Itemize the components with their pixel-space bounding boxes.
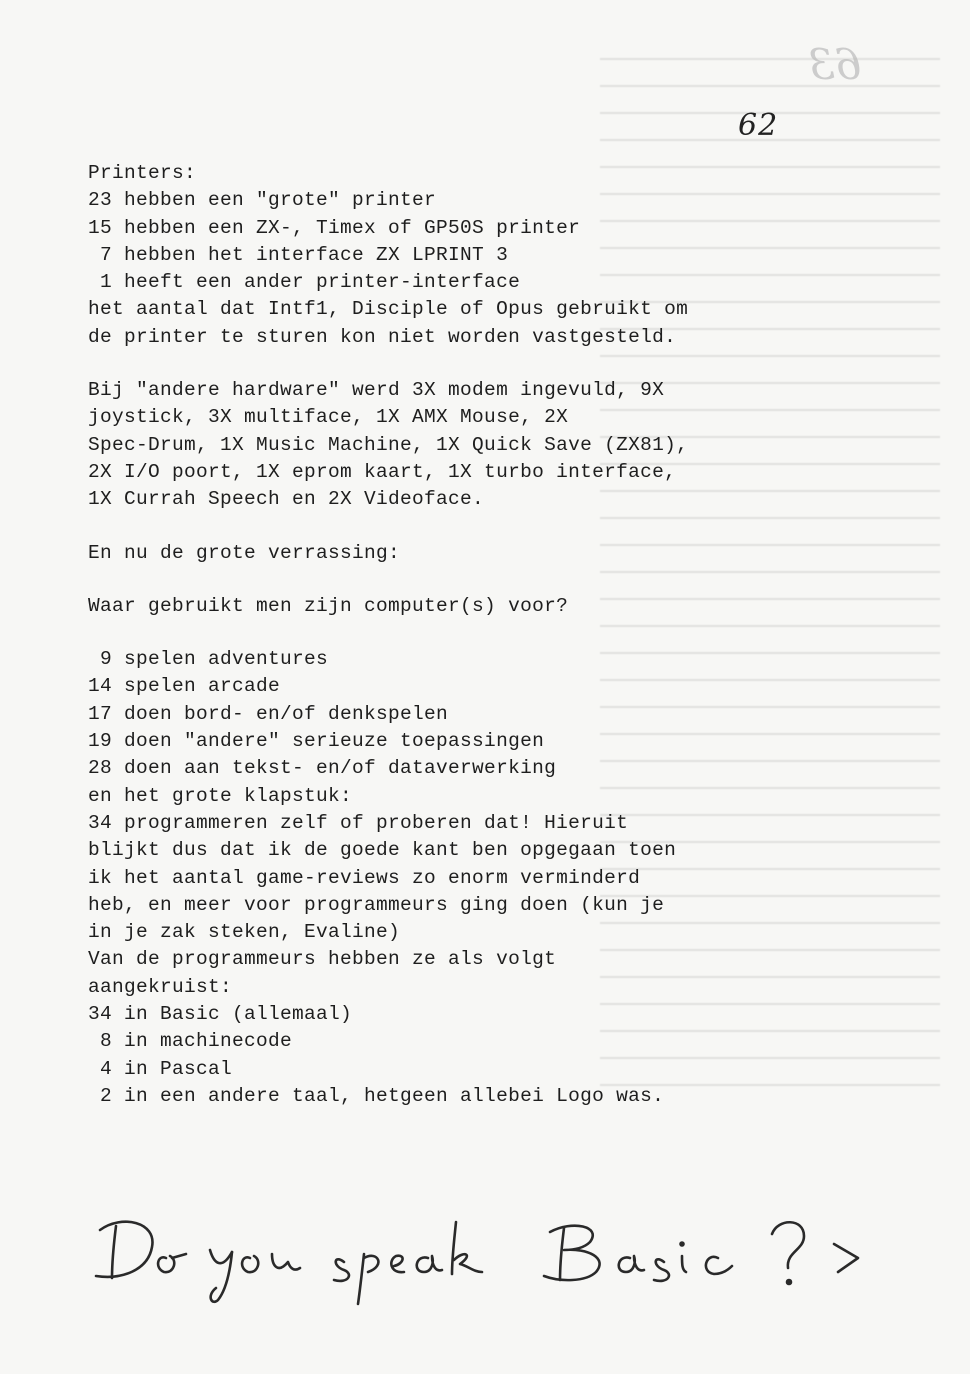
text-line: joystick, 3X multiface, 1X AMX Mouse, 2X — [88, 406, 569, 429]
text-line: ik het aantal game-reviews zo enorm verminderd — [88, 866, 641, 889]
text-line: 2X I/O poort, 1X eprom kaart, 1X turbo interface, — [88, 460, 677, 483]
text-line: Waar gebruikt men zijn computer(s) voor? — [88, 594, 569, 617]
text-line — [88, 514, 878, 540]
text-line: Van de programmeurs hebben ze als volgt — [88, 948, 557, 971]
text-line: Bij "andere hardware" werd 3X modem ingevuld, 9X — [88, 379, 665, 402]
text-line: de printer te sturen kon niet worden vastgesteld. — [88, 325, 677, 348]
text-line: 4 in Pascal — [88, 1057, 233, 1080]
text-line: 7 hebben het interface ZX LPRINT 3 — [88, 243, 509, 266]
text-line: En nu de grote verrassing: — [88, 541, 401, 564]
text-line: aangekruist: — [88, 975, 233, 998]
text-line: 15 hebben een ZX-, Timex of GP50S printer — [88, 216, 581, 239]
text-line: 34 programmeren zelf of proberen dat! Hieruit — [88, 811, 629, 834]
page-number: 62 — [738, 108, 779, 143]
text-line: blijkt dus dat ik de goede kant ben opgegaan toen — [88, 839, 677, 862]
text-line: Printers: — [88, 162, 197, 184]
text-line: 2 in een andere taal, hetgeen allebei Logo was. — [88, 1084, 665, 1107]
text-line — [88, 351, 878, 377]
text-line — [88, 567, 878, 593]
text-line: Spec-Drum, 1X Music Machine, 1X Quick Save (ZX81), — [88, 433, 689, 456]
handwritten-caption — [82, 1192, 902, 1312]
text-line: 8 in machinecode — [88, 1030, 293, 1053]
text-line: 1X Currah Speech en 2X Videoface. — [88, 488, 485, 511]
text-line: 28 doen aan tekst- en/of dataverwerking — [88, 757, 557, 780]
text-line: 17 doen bord- en/of denkspelen — [88, 702, 449, 725]
text-line: 9 spelen adventures — [88, 648, 329, 671]
text-line: 1 heeft een ander printer-interface — [88, 271, 521, 294]
text-line: en het grote klapstuk: — [88, 784, 353, 807]
text-line: 34 in Basic (allemaal) — [88, 1003, 353, 1026]
text-line: het aantal dat Intf1, Disciple of Opus gebruikt om — [88, 298, 689, 321]
text-line: heb, en meer voor programmeurs ging doen (kun je — [88, 893, 665, 916]
bleed-through-page-number: 63 — [808, 40, 862, 89]
text-line: 19 doen "andere" serieuze toepassingen — [88, 730, 545, 753]
text-line: 14 spelen arcade — [88, 675, 281, 698]
text-line: 23 hebben een "grote" printer — [88, 189, 437, 212]
body-text — [88, 160, 878, 1110]
text-line: in je zak steken, Evaline) — [88, 921, 401, 944]
text-line — [88, 620, 878, 646]
